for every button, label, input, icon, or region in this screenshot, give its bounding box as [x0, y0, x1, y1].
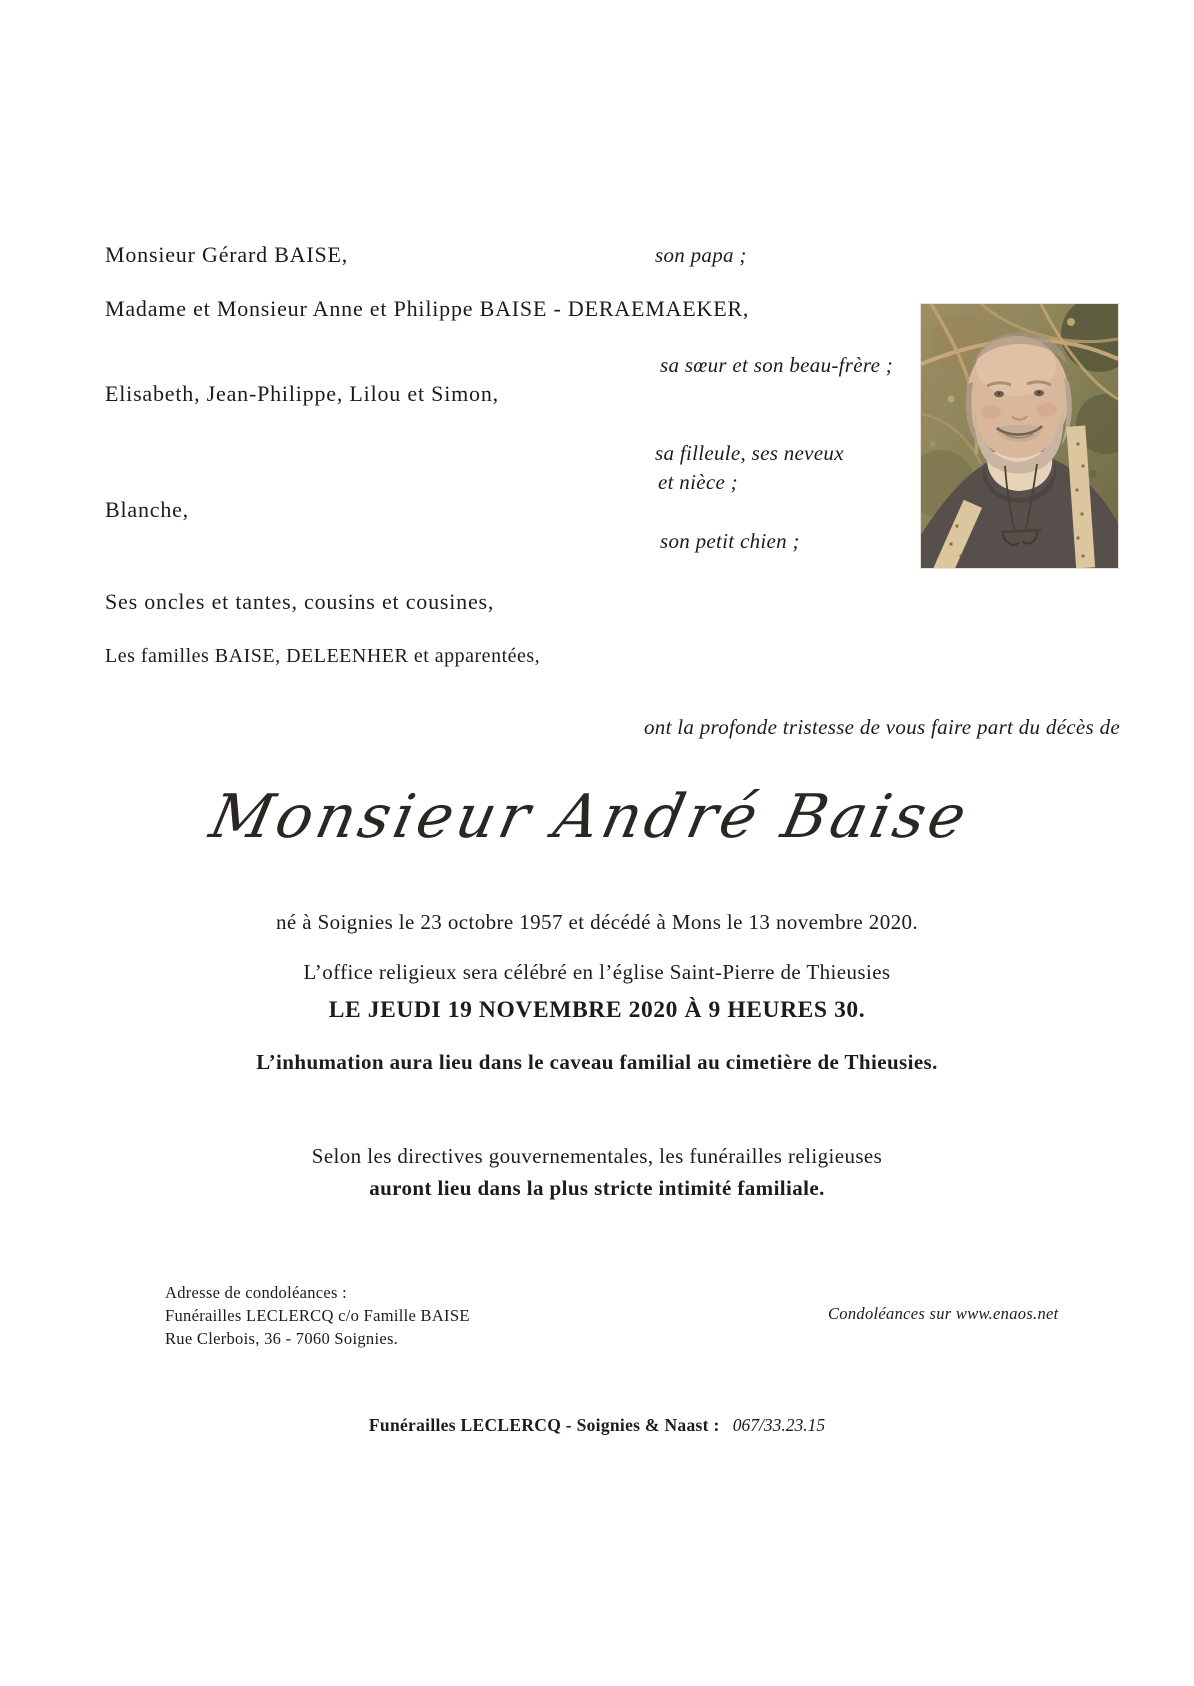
relation-label: sa filleule, ses neveux	[655, 441, 844, 465]
funeral-home-phone: 067/33.23.15	[732, 1415, 826, 1435]
condolence-address-line2: Rue Clerbois, 36 - 7060 Soignies.	[165, 1329, 399, 1348]
service-line: L’office religieux sera célébré en l’église Saint-Pierre de Thieusies	[303, 960, 891, 984]
relation-label: son papa ;	[655, 243, 747, 267]
service-datetime-line: LE JEUDI 19 NOVEMBRE 2020 À 9 HEURES 30.	[328, 997, 866, 1023]
relative-line: Blanche,	[105, 497, 189, 522]
funeral-home-footer	[0, 1415, 1194, 1436]
portrait-illustration	[921, 304, 1118, 568]
deceased-portrait-photo	[920, 303, 1119, 569]
funeral-home-name: Funérailles LECLERCQ - Soignies & Naast :	[368, 1415, 720, 1435]
relation-label: sa sœur et son beau-frère ;	[660, 353, 894, 377]
deceased-name: Monsieur André Baise	[204, 782, 976, 852]
relative-line: Ses oncles et tantes, cousins et cousines,	[105, 589, 495, 614]
covid-restrictions-line2: auront lieu dans la plus stricte intimité familiale.	[369, 1176, 825, 1200]
relation-label: son petit chien ;	[660, 529, 800, 553]
covid-restrictions-line1: Selon les directives gouvernementales, les funérailles religieuses	[311, 1144, 883, 1168]
life-dates-line: né à Soignies le 23 octobre 1957 et décédé à Mons le 13 novembre 2020.	[275, 910, 919, 934]
condolence-address-line1: Funérailles LECLERCQ c/o Famille BAISE	[165, 1306, 470, 1325]
relative-line: Elisabeth, Jean-Philippe, Lilou et Simon,	[105, 381, 499, 406]
announcement-intro: ont la profonde tristesse de vous faire part du décès de	[643, 715, 1120, 739]
relation-label: et nièce ;	[658, 470, 738, 494]
online-condolences-note: Condoléances sur www.enaos.net	[828, 1304, 1059, 1323]
relative-line: Monsieur Gérard BAISE,	[105, 242, 349, 267]
burial-line: L’inhumation aura lieu dans le caveau familial au cimetière de Thieusies.	[256, 1050, 938, 1074]
relative-line: Les familles BAISE, DELEENHER et apparentées,	[105, 645, 541, 667]
condolence-address-label: Adresse de condoléances :	[165, 1283, 348, 1302]
condolence-address-block	[165, 1281, 470, 1350]
relative-line: Madame et Monsieur Anne et Philippe BAISE - DERAEMAEKER,	[105, 296, 750, 321]
